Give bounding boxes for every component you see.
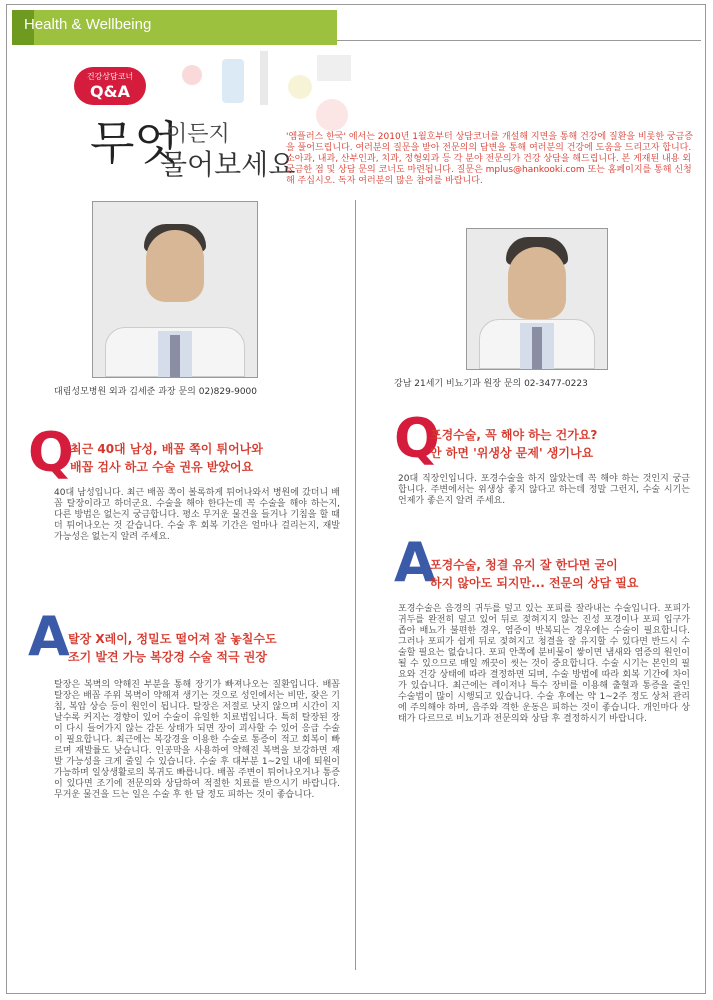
q1-line2: 배꼽 검사 하고 수술 권유 받았어요 (70, 460, 254, 474)
q2-letter: Q (394, 407, 440, 470)
q2-body: 20대 직장인입니다. 포경수술을 하지 않았는데 꼭 해야 하는 것인지 궁금합니다. 주변에서는 위생상 좋지 않다고 하는데 정말 그런지, 수술 시기는 언제가 좋은지 알려 주세요. (398, 474, 690, 506)
section-title: Health & Wellbeing (24, 16, 152, 33)
a1-line1: 탈장 X레이, 정밀도 떨어져 잘 놓칠수도 (68, 632, 277, 646)
a1-body: 탈장은 복벽의 약해진 부분을 통해 장기가 빠져나오는 질환입니다. 배꼽 탈장은 배꼽 주위 복벽이 약해져 생기는 것으로 성인에서는 비만, 잦은 기침, 복압 상승 등이 원인이 됩니다. 탈장은 저절로 낫지 않으며 시간이 지날수록 커지는 경향이 있어 수술이 유일한 치료법입니다. 특히 탈장된 장이 다시 들어가지 않는 감돈 상태가 되면 장이 괴사할 수 있어 응급 수술이 필요합니다. 최근에는 복강경을 이용한 수술로 통증이 적고 회복이 빠르며 재발률도 낮습니다. 인공막을 사용하여 약해진 복벽을 보강하면 재발 가능성을 크게 줄일 수 있습니다. 수술 후 대부분 1~2일 내에 퇴원이 가능하며 일상생활로의 복귀도 빠릅니다. 배꼽 주변이 튀어나오거나 통증이 있다면 조기에 전문의와 상담하여 적절한 치료를 받으시기 바랍니다. 무거운 물건을 드는 일은 수술 후 한 달 정도 피하는 것이 좋습니다. (54, 680, 340, 800)
hero-title-small: 이든지 (166, 122, 230, 147)
a2-line1: 포경수술, 청결 유지 잘 한다면 굳이 (430, 558, 618, 572)
capsule-icon (288, 75, 312, 99)
q1-line1: 최근 40대 남성, 배꼽 쪽이 튀어나와 (70, 442, 263, 456)
doctor-caption-right: 강남 21세기 비뇨기과 원장 문의 02-3477-0223 (394, 379, 588, 389)
a1-letter: A (28, 605, 70, 668)
q1-body: 40대 남성입니다. 최근 배꼽 쪽이 볼록하게 튀어나와서 병원에 갔더니 배꼽 탈장이라고 하더군요. 수술을 해야 한다는데 꼭 수술을 해야 하는지, 다른 방법은 없는지 궁금합니다. 평소 무거운 물건을 들거나 기침을 할 때 더 튀어나오는 것 같습니다. 수술 후 회복 기간은 얼마나 걸리는지, 재발 가능성은 없는지 알려 주세요. (54, 488, 340, 542)
face (146, 230, 204, 302)
tie (170, 335, 180, 377)
syringe-icon (260, 51, 268, 105)
tie (532, 327, 542, 369)
doctor-photo-right (466, 228, 608, 370)
a2-body: 포경수술은 음경의 귀두를 덮고 있는 포피를 잘라내는 수술입니다. 포피가 귀두를 완전히 덮고 있어 뒤로 젖혀지지 않는 진성 포경이나 포피 입구가 좁아 배뇨가 불편한 경우, 염증이 반복되는 경우에는 수술이 필요합니다. 그러나 포피가 쉽게 뒤로 젖혀지고 청결을 잘 유지할 수 있다면 반드시 수술할 필요는 없습니다. 포피 안쪽에 분비물이 쌓이면 냄새와 염증의 원인이 될 수 있으므로 매일 깨끗이 씻는 것이 중요합니다. 수술 시기는 본인의 필요와 건강 상태에 따라 결정하면 되며, 수술 방법에 따라 회복 기간에 차이가 있습니다. 최근에는 레이저나 특수 장비를 이용해 출혈과 통증을 줄인 수술법이 많이 시행되고 있습니다. 수술 후에는 약 1~2주 정도 상처 관리에 주의해야 하며, 음주와 격한 운동은 피하는 것이 좋습니다. 개인마다 상태가 다르므로 비뇨기과 전문의와 상담 후 결정하시기 바랍니다. (398, 604, 690, 724)
hero-title-sub: 물어보세요 (160, 148, 296, 181)
q2-line1: 포경수술, 꼭 해야 하는 건가요? (430, 428, 598, 442)
q1-letter: Q (28, 421, 74, 484)
intro-text: '엠플러스 한국' 에서는 2010년 1월호부터 상담코너를 개설해 지면을 통해 건강에 질환을 비롯한 궁금증을 풀어드립니다. 여러분의 질문을 받아 전문의의 답변을 통해 여러분의 건강에 도움을 드리고자 합니다. 소아과, 내과, 산부인과, 치과, 정형외과 등 각 분야 전문의가 건강 상담을 해드립니다. 본 게재된 내용 외 궁금한 점 및 상담 문의 코너도 마련됩니다. 질문은 mplus@hankooki.com 또는 홈페이지를 통해 신청해 주십시오. 독자 여러분의 많은 참여를 바랍니다. (286, 132, 693, 186)
bottle-icon (222, 59, 244, 103)
cell-icon (316, 99, 348, 131)
box-icon (317, 55, 351, 81)
column-divider (355, 200, 356, 970)
badge-subtitle: 건강상담코너 (86, 72, 134, 81)
a2-letter: A (394, 531, 436, 594)
qa-badge (74, 67, 146, 105)
badge-title: Q&A (90, 82, 130, 101)
q2-line2: 안 하면 '위생상 문제' 생기나요 (430, 446, 594, 460)
doctor-caption-left: 대림성모병원 외과 김세준 과장 문의 02)829-9000 (54, 387, 258, 397)
a2-line2: 하지 않아도 되지만... 전문의 상담 필요 (430, 576, 639, 590)
hero-title-main: 무엇 (90, 117, 179, 169)
doctor-photo-left (92, 201, 258, 378)
pill-icon (182, 65, 202, 85)
face (508, 247, 566, 319)
a1-line2: 조기 발견 가능 복강경 수술 적극 권장 (68, 650, 267, 664)
header-divider (337, 40, 701, 41)
